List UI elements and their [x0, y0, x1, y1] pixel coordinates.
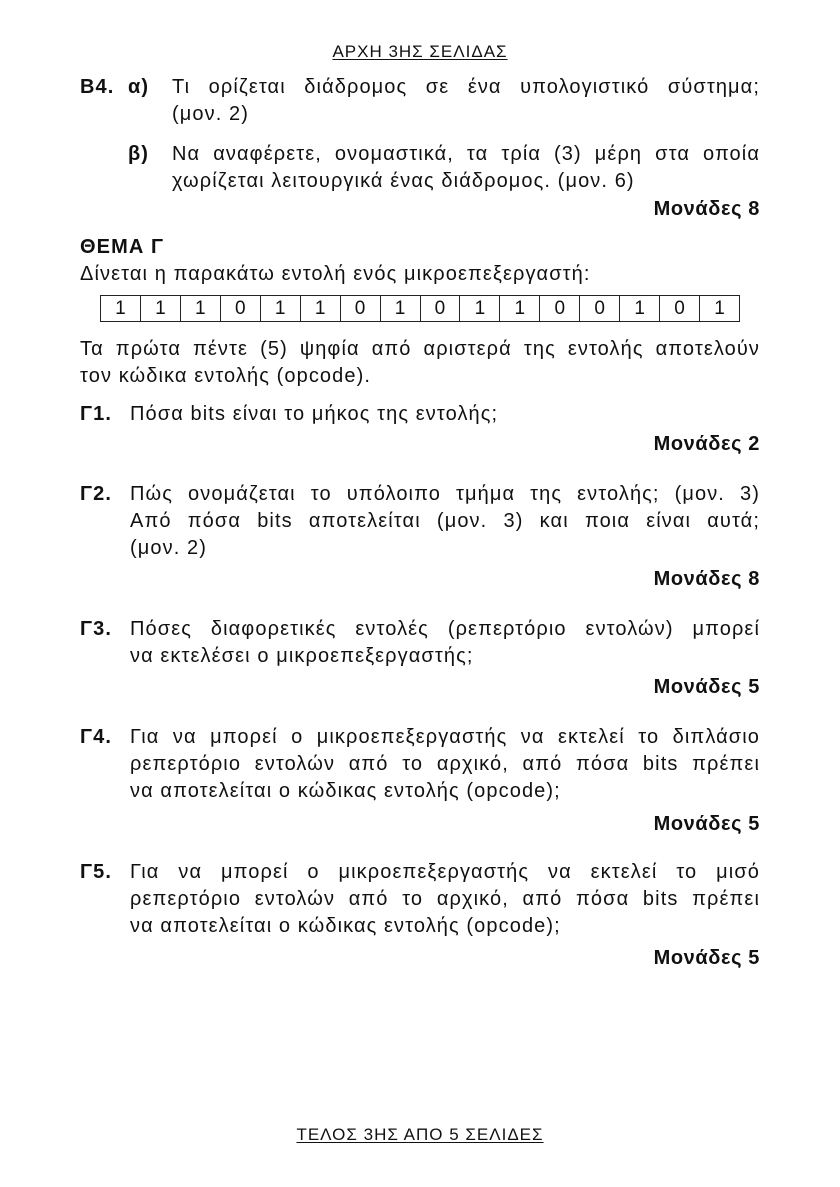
question-label-g1: Γ1. [80, 403, 113, 425]
bit-cell: 1 [180, 296, 220, 322]
b4-b-line1: Να αναφέρετε, ονομαστικά, τα τρία (3) μέρη στα οποία [172, 143, 760, 165]
subquestion-label-a: α) [128, 76, 150, 98]
g4-line1: Για να μπορεί ο μικροεπεξεργαστής να εκτελεί το διπλάσιο [130, 726, 760, 748]
bit-cell: 0 [660, 296, 700, 322]
g5-line3: να αποτελείται ο κώδικας εντολής (opcode); [130, 915, 561, 937]
g4-line3: να αποτελείται ο κώδικας εντολής (opcode); [130, 780, 561, 802]
b4-score: Μονάδες 8 [653, 198, 760, 220]
g4-line2: ρεπερτόριο εντολών από το αρχικό, από πόσα bits πρέπει [130, 753, 760, 775]
section-title-thema-g: ΘΕΜΑ Γ [80, 236, 165, 258]
question-label-g3: Γ3. [80, 618, 113, 640]
question-label-g4: Γ4. [80, 726, 113, 748]
g2-line3: (μον. 2) [130, 537, 208, 559]
bit-cell: 1 [460, 296, 500, 322]
bits-row [101, 296, 740, 322]
bit-cell: 1 [260, 296, 300, 322]
g5-line1: Για να μπορεί ο μικροεπεξεργαστής να εκτελεί το μισό [130, 861, 760, 883]
g2-line1: Πώς ονομάζεται το υπόλοιπο τμήμα της εντολής; (μον. 3) [130, 483, 760, 505]
subquestion-label-b: β) [128, 143, 150, 165]
g5-line2: ρεπερτόριο εντολών από το αρχικό, από πόσα bits πρέπει [130, 888, 760, 910]
bit-cell: 0 [580, 296, 620, 322]
b4-a-line1: Τι ορίζεται διάδρομος σε ένα υπολογιστικό σύστημα; [172, 76, 760, 98]
g1-line1: Πόσα bits είναι το μήκος της εντολής; [130, 403, 499, 425]
question-label-g5: Γ5. [80, 861, 113, 883]
bit-cell: 1 [101, 296, 141, 322]
g3-line1: Πόσες διαφορετικές εντολές (ρεπερτόριο εντολών) μπορεί [130, 618, 760, 640]
bit-cell: 1 [620, 296, 660, 322]
thema-g-desc-line1: Τα πρώτα πέντε (5) ψηφία από αριστερά της εντολής αποτελούν [80, 338, 760, 360]
thema-g-intro: Δίνεται η παρακάτω εντολή ενός μικροεπεξεργαστή: [80, 263, 591, 285]
g5-score: Μονάδες 5 [653, 947, 760, 969]
g4-score: Μονάδες 5 [653, 813, 760, 835]
b4-a-line2: (μον. 2) [172, 103, 250, 125]
g1-score: Μονάδες 2 [653, 433, 760, 455]
g2-line2: Από πόσα bits αποτελείται (μον. 3) και ποια είναι αυτά; [130, 510, 760, 532]
g3-score: Μονάδες 5 [653, 676, 760, 698]
bit-cell: 1 [140, 296, 180, 322]
page-footer: ΤΕΛΟΣ 3ΗΣ ΑΠΟ 5 ΣΕΛΙΔΕΣ [296, 1125, 544, 1144]
g3-line2: να εκτελέσει ο μικροεπεξεργαστής; [130, 645, 474, 667]
question-label-b4: Β4. [80, 76, 115, 98]
bit-cell: 0 [220, 296, 260, 322]
bit-cell: 1 [500, 296, 540, 322]
thema-g-desc-line2: τον κώδικα εντολής (opcode). [80, 365, 372, 387]
bit-cell: 0 [540, 296, 580, 322]
bit-cell: 1 [300, 296, 340, 322]
bit-cell: 1 [380, 296, 420, 322]
page-header: ΑΡΧΗ 3ΗΣ ΣΕΛΙΔΑΣ [332, 42, 508, 61]
g2-score: Μονάδες 8 [653, 568, 760, 590]
question-label-g2: Γ2. [80, 483, 113, 505]
bit-cell: 0 [420, 296, 460, 322]
bit-cell: 1 [700, 296, 740, 322]
instruction-bits-table [100, 295, 740, 322]
b4-b-line2: χωρίζεται λειτουργικά ένας διάδρομος. (μον. 6) [172, 170, 635, 192]
bit-cell: 0 [340, 296, 380, 322]
